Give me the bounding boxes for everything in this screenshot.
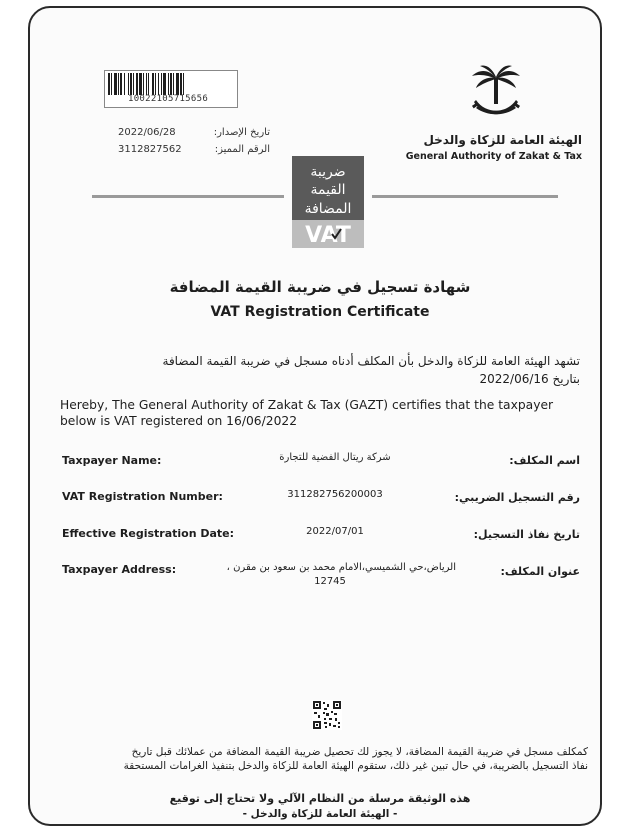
barcode-bar bbox=[155, 73, 156, 95]
divider-right bbox=[372, 195, 558, 198]
barcode-bar bbox=[161, 73, 162, 95]
divider-left bbox=[92, 195, 284, 198]
vat-number-label-ar: رقم التسجيل الضريبي: bbox=[454, 491, 580, 504]
barcode-bar bbox=[158, 73, 159, 95]
issue-date-label: تاريخ الإصدار: bbox=[213, 127, 270, 138]
effective-date-label-ar: تاريخ نفاذ التسجيل: bbox=[473, 528, 580, 541]
certification-ar-date: بتاريخ 2022/06/16 bbox=[479, 372, 580, 386]
barcode-bar bbox=[133, 73, 134, 95]
address-label-en: Taxpayer Address: bbox=[62, 563, 177, 576]
address-value-line1: الرياض،حي الشميسي،الامام محمد بن سعود بن مقرن ، bbox=[226, 562, 456, 573]
vat-number-label-en: VAT Registration Number: bbox=[62, 490, 223, 503]
barcode-bar bbox=[173, 73, 174, 95]
qr-code-icon bbox=[312, 700, 342, 730]
barcode-bar bbox=[108, 73, 110, 95]
barcode-bar bbox=[118, 73, 119, 95]
badge-line3: المضافة bbox=[304, 201, 352, 217]
system-notice: هذه الوثيقة مرسلة من النظام الآلي ولا تحتاج إلى توقيع bbox=[169, 792, 471, 805]
barcode-bar bbox=[183, 73, 184, 95]
barcode-bar bbox=[128, 73, 129, 95]
barcode-bar bbox=[152, 73, 154, 95]
barcode-bar bbox=[139, 73, 142, 95]
footer-notice-line1: كمكلف مسجل في ضريبة القيمة المضافة، لا يجوز لك تحصيل ضريبة القيمة المضافة من عملائك قبل تاريخ bbox=[131, 746, 588, 758]
barcode-number: 10022105715656 bbox=[128, 94, 209, 104]
certification-ar-text: تشهد الهيئة العامة للزكاة والدخل بأن المكلف أدناه مسجل في ضريبة القيمة المضافة bbox=[162, 354, 580, 368]
barcode-bar bbox=[146, 73, 147, 95]
barcode-bar bbox=[148, 73, 149, 95]
badge-vat-text: VAT bbox=[305, 223, 351, 248]
barcode-bar bbox=[130, 73, 132, 95]
certification-en: Hereby, The General Authority of Zakat & Tax (GAZT) certifies that the taxpayer below is VAT registered on 16/06/2022 bbox=[60, 398, 554, 428]
reference-label: الرقم المميز: bbox=[214, 144, 270, 155]
palm-swords-logo-icon bbox=[470, 64, 522, 124]
barcode-bar bbox=[168, 73, 169, 95]
authority-signature: - الهيئة العامة للزكاة والدخل - bbox=[242, 808, 398, 820]
title-en: VAT Registration Certificate bbox=[210, 304, 430, 320]
taxpayer-name-label-en: Taxpayer Name: bbox=[62, 454, 162, 467]
barcode-bar bbox=[120, 73, 122, 95]
barcode-bar bbox=[176, 73, 179, 95]
barcode-bar bbox=[124, 73, 125, 95]
barcode-bar bbox=[163, 73, 166, 95]
vat-badge bbox=[292, 156, 364, 248]
authority-name-ar: الهيئة العامة للزكاة والدخل bbox=[423, 133, 582, 147]
taxpayer-name-value: شركة ريتال الفضية للتجارة bbox=[279, 452, 391, 463]
badge-line2: القيمة bbox=[310, 182, 346, 198]
footer-notice-line2: نفاذ التسجيل بالضريبة، في حال تبين غير ذلك، ستقوم الهيئة العامة للزكاة والدخل بتنفيذ الغرامات المستحقة bbox=[123, 760, 588, 772]
barcode-bar bbox=[136, 73, 138, 95]
issue-date-value: 2022/06/28 bbox=[118, 127, 176, 138]
footer-notice bbox=[56, 745, 588, 773]
title-ar: شهادة تسجيل في ضريبة القيمة المضافة bbox=[169, 278, 471, 296]
barcode-bar bbox=[114, 73, 117, 95]
barcode-bar bbox=[111, 73, 112, 95]
taxpayer-name-label-ar: اسم المكلف: bbox=[509, 454, 580, 467]
barcode-bar bbox=[180, 73, 182, 95]
address-value-line2: 12745 bbox=[314, 576, 346, 587]
barcode-bar bbox=[170, 73, 172, 95]
reference-value: 3112827562 bbox=[118, 144, 182, 155]
effective-date-label-en: Effective Registration Date: bbox=[62, 527, 235, 540]
certification-ar bbox=[60, 352, 580, 388]
authority-name-en: General Authority of Zakat & Tax bbox=[405, 151, 582, 162]
address-label-ar: عنوان المكلف: bbox=[500, 565, 580, 578]
barcode-bar bbox=[143, 73, 144, 95]
vat-number-value: 311282756200003 bbox=[287, 489, 383, 500]
badge-line1: ضريبة bbox=[310, 164, 346, 180]
effective-date-value: 2022/07/01 bbox=[306, 526, 364, 537]
